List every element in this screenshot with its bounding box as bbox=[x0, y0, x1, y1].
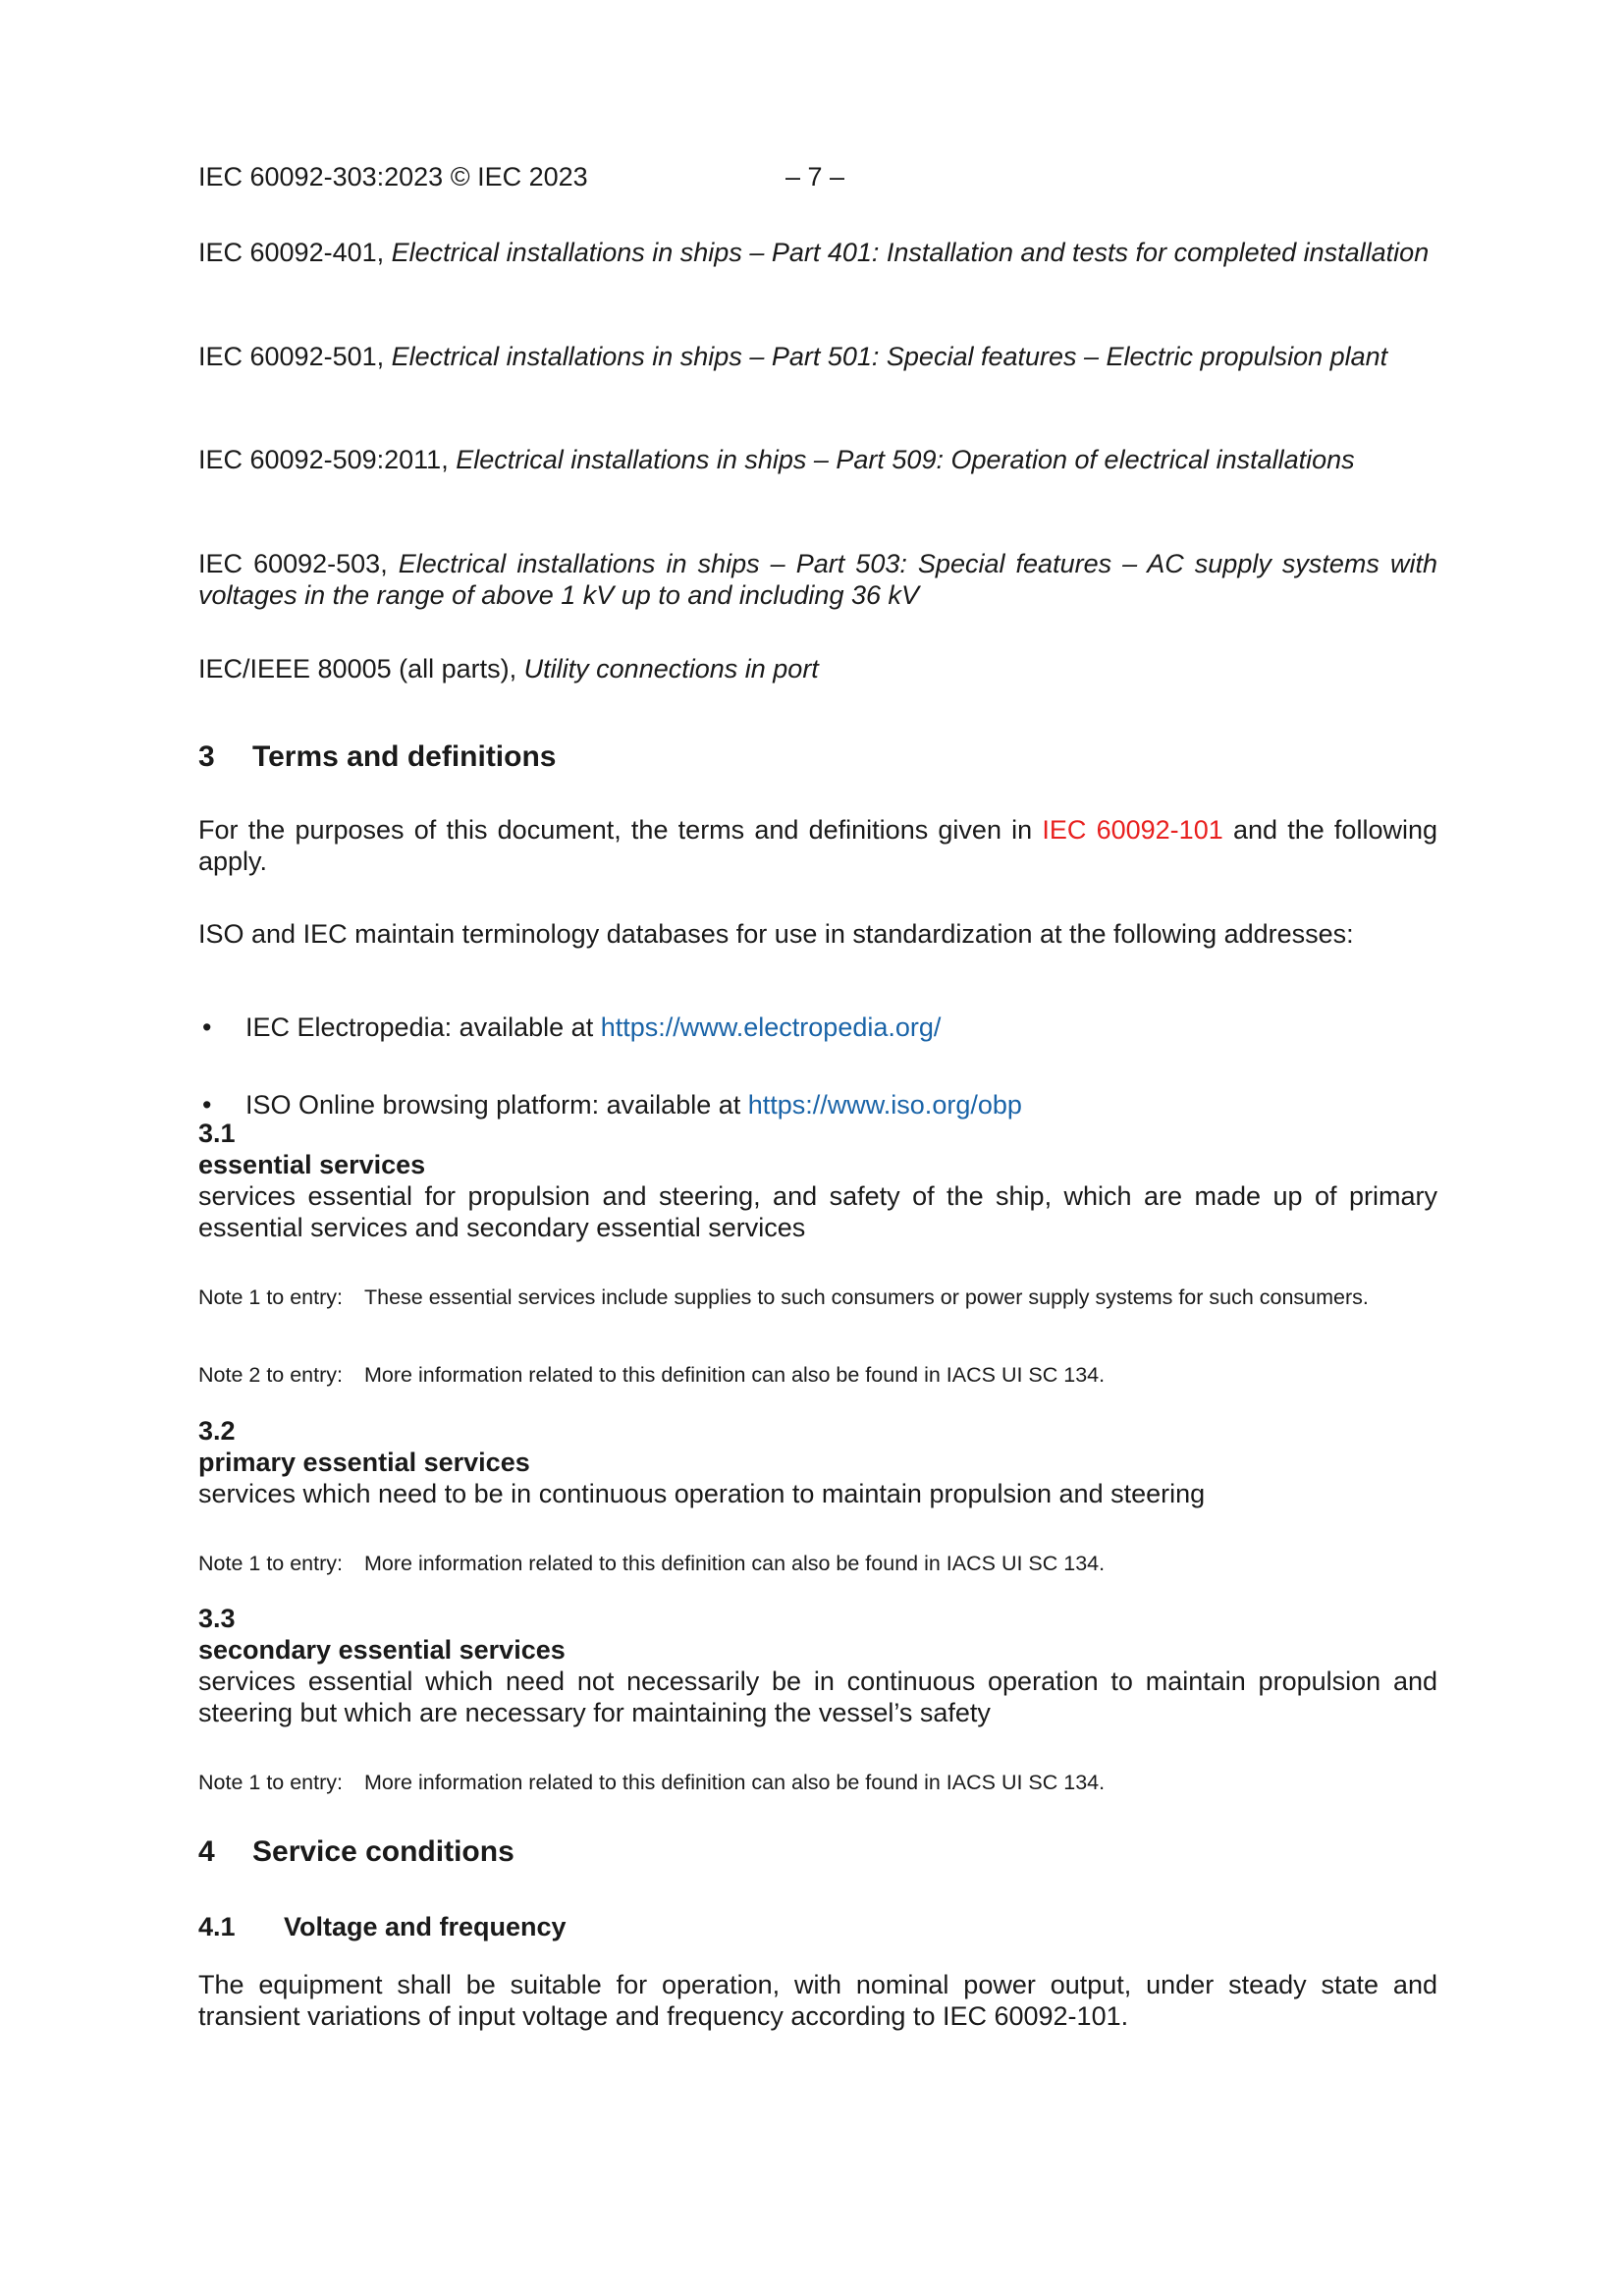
subsection-title: Voltage and frequency bbox=[284, 1912, 567, 1941]
reference-id: IEC 60092-401, bbox=[198, 238, 385, 267]
termdb-paragraph: ISO and IEC maintain terminology databases for use in standardization at the following addresses: bbox=[198, 919, 1354, 949]
note-label: Note 2 to entry: bbox=[198, 1363, 343, 1387]
section-heading bbox=[198, 1834, 1437, 1870]
term-name: primary essential services bbox=[198, 1448, 530, 1477]
bullet-icon: • bbox=[202, 1090, 212, 1120]
term-note bbox=[198, 1551, 1437, 1576]
reference-title: Electrical installations in ships – Part 503: Special features – AC supply systems with voltages in the range of above 1 kV up to and including 36 kV bbox=[198, 549, 1437, 610]
term-note bbox=[198, 1770, 1437, 1795]
reference-item bbox=[198, 653, 1437, 684]
reference-id: IEC/IEEE 80005 (all parts), bbox=[198, 654, 517, 683]
header-doc-id: IEC 60092-303:2023 © IEC 2023 bbox=[198, 162, 588, 191]
header-page-number: – 7 – bbox=[785, 162, 845, 191]
subsection-number: 4.1 bbox=[198, 1912, 236, 1941]
electropedia-link[interactable]: https://www.electropedia.org/ bbox=[600, 1012, 942, 1042]
section-intro: For the purposes of this document, the terms and definitions given in IEC 60092-101 and the following apply. bbox=[198, 815, 1437, 876]
section-title: Terms and definitions bbox=[252, 740, 557, 773]
note-label: Note 1 to entry: bbox=[198, 1285, 343, 1309]
term-number: 3.1 bbox=[198, 1119, 236, 1148]
term-entry bbox=[198, 1118, 1437, 1243]
list-item: • ISO Online browsing platform: available at https://www.iso.org/obp bbox=[202, 1090, 1022, 1120]
subsection-heading bbox=[198, 1911, 1437, 1942]
reference-id: IEC 60092-503, bbox=[198, 549, 388, 578]
section-title: Service conditions bbox=[252, 1835, 514, 1868]
term-entry bbox=[198, 1415, 1437, 1509]
term-note bbox=[198, 1285, 1437, 1310]
reference-link[interactable]: IEC 60092-101 bbox=[1042, 815, 1223, 845]
reference-title: Electrical installations in ships – Part 401: Installation and tests for completed installation bbox=[391, 238, 1430, 267]
term-entry bbox=[198, 1603, 1437, 1728]
note-text: These essential services include supplies to such consumers or power supply systems for such consumers. bbox=[364, 1285, 1369, 1309]
reference-item bbox=[198, 341, 1437, 372]
bullet-icon: • bbox=[202, 1012, 212, 1042]
note-label: Note 1 to entry: bbox=[198, 1771, 343, 1794]
term-definition: services which need to be in continuous operation to maintain propulsion and steering bbox=[198, 1479, 1206, 1508]
term-name: secondary essential services bbox=[198, 1635, 566, 1665]
term-definition: services essential which need not necessarily be in continuous operation to maintain propulsion and steering but which are necessary for maintaining the vessel’s safety bbox=[198, 1667, 1437, 1727]
reference-title: Electrical installations in ships – Part 509: Operation of electrical installations bbox=[456, 445, 1355, 474]
term-definition: services essential for propulsion and steering, and safety of the ship, which are made up of primary essential services and secondary essential services bbox=[198, 1181, 1437, 1242]
note-text: More information related to this definition can also be found in IACS UI SC 134. bbox=[364, 1363, 1106, 1387]
section-number: 3 bbox=[198, 740, 215, 773]
reference-title: Electrical installations in ships – Part 501: Special features – Electric propulsion plant bbox=[391, 342, 1388, 371]
list-item: • IEC Electropedia: available at https://www.electropedia.org/ bbox=[202, 1012, 942, 1042]
reference-id: IEC 60092-501, bbox=[198, 342, 385, 371]
term-number: 3.2 bbox=[198, 1416, 236, 1446]
reference-title: Utility connections in port bbox=[523, 654, 819, 683]
subsection-text: The equipment shall be suitable for operation, with nominal power output, under steady state and transient variations of input voltage and frequency according to IEC 60092-101. bbox=[198, 1970, 1437, 2031]
note-text: More information related to this definition can also be found in IACS UI SC 134. bbox=[364, 1771, 1106, 1794]
section-heading bbox=[198, 739, 1437, 775]
reference-item bbox=[198, 444, 1437, 475]
reference-id: IEC 60092-509:2011, bbox=[198, 445, 449, 474]
note-label: Note 1 to entry: bbox=[198, 1552, 343, 1575]
term-note bbox=[198, 1362, 1437, 1388]
term-name: essential services bbox=[198, 1150, 426, 1179]
term-number: 3.3 bbox=[198, 1604, 236, 1633]
reference-item bbox=[198, 237, 1437, 268]
note-text: More information related to this definition can also be found in IACS UI SC 134. bbox=[364, 1552, 1106, 1575]
reference-item bbox=[198, 548, 1437, 611]
section-number: 4 bbox=[198, 1835, 215, 1868]
iso-obp-link[interactable]: https://www.iso.org/obp bbox=[747, 1090, 1022, 1120]
